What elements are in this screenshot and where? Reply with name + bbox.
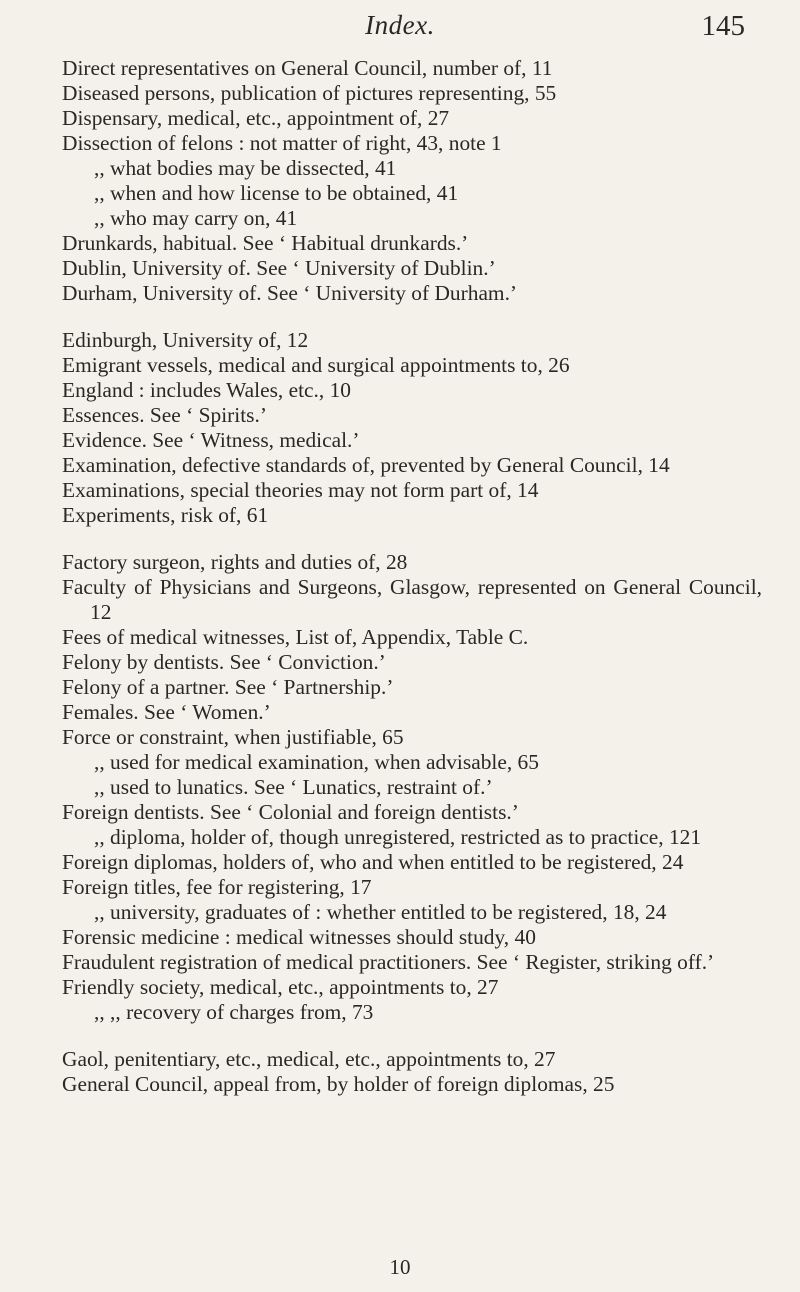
index-entry: Fraudulent registration of medical practitioners. See ‘ Register, striking off.’ bbox=[62, 950, 715, 974]
index-entry: Direct representatives on General Council, number of, 11 bbox=[62, 56, 553, 80]
index-entry: England : includes Wales, etc., 10 bbox=[62, 378, 351, 402]
index-entry: Faculty of Physicians and Surgeons, Glasgow, represented on General Council, 12 bbox=[62, 575, 762, 624]
index-entry: Drunkards, habitual. See ‘ Habitual drunkards.’ bbox=[62, 231, 469, 255]
index-entry: Females. See ‘ Women.’ bbox=[62, 700, 271, 724]
index-entry: Edinburgh, University of, 12 bbox=[62, 328, 309, 352]
index-subentry: ,, used for medical examination, when advisable, 65 bbox=[94, 750, 539, 774]
index-entry: Emigrant vessels, medical and surgical appointments to, 26 bbox=[62, 353, 570, 377]
index-entry: Durham, University of. See ‘ University of Durham.’ bbox=[62, 281, 518, 305]
index-subentry: ,, when and how license to be obtained, 41 bbox=[94, 181, 459, 205]
index-entry: Dispensary, medical, etc., appointment of, 27 bbox=[62, 106, 450, 130]
index-subentry: ,, ,, recovery of charges from, 73 bbox=[94, 1000, 374, 1024]
index-entry: Diseased persons, publication of pictures representing, 55 bbox=[62, 81, 557, 105]
index-subentry: ,, university, graduates of : whether entitled to be registered, 18, 24 bbox=[94, 900, 667, 924]
index-entry: Factory surgeon, rights and duties of, 28 bbox=[62, 550, 408, 574]
letter-gap bbox=[62, 306, 762, 328]
index-subentry: ,, who may carry on, 41 bbox=[94, 206, 298, 230]
letter-gap bbox=[62, 528, 762, 550]
index-entry: Examination, defective standards of, prevented by General Council, 14 bbox=[62, 453, 670, 477]
index-entry: Fees of medical witnesses, List of, Appendix, Table C. bbox=[62, 625, 529, 649]
index-entry: Force or constraint, when justifiable, 65 bbox=[62, 725, 404, 749]
index-entry: Felony by dentists. See ‘ Conviction.’ bbox=[62, 650, 386, 674]
index-entries bbox=[62, 56, 762, 1097]
page-header bbox=[0, 10, 800, 50]
index-entry: Forensic medicine : medical witnesses should study, 40 bbox=[62, 925, 536, 949]
index-entry: Experiments, risk of, 61 bbox=[62, 503, 269, 527]
index-entry: Evidence. See ‘ Witness, medical.’ bbox=[62, 428, 360, 452]
index-subentry: ,, diploma, holder of, though unregistered, restricted as to practice, 121 bbox=[94, 825, 702, 849]
index-subentry: ,, what bodies may be dissected, 41 bbox=[94, 156, 397, 180]
index-entry: Foreign dentists. See ‘ Colonial and foreign dentists.’ bbox=[62, 800, 519, 824]
letter-gap bbox=[62, 1025, 762, 1047]
page-number: 145 bbox=[701, 10, 745, 42]
index-entry: Essences. See ‘ Spirits.’ bbox=[62, 403, 267, 427]
index-entry: Examinations, special theories may not form part of, 14 bbox=[62, 478, 539, 502]
index-entry: Dissection of felons : not matter of right, 43, note 1 bbox=[62, 131, 502, 155]
index-entry: Dublin, University of. See ‘ University of Dublin.’ bbox=[62, 256, 496, 280]
index-entry: Foreign titles, fee for registering, 17 bbox=[62, 875, 372, 899]
index-entry: Gaol, penitentiary, etc., medical, etc., appointments to, 27 bbox=[62, 1047, 556, 1071]
index-entry: General Council, appeal from, by holder of foreign diplomas, 25 bbox=[62, 1072, 615, 1096]
index-entry: Friendly society, medical, etc., appointments to, 27 bbox=[62, 975, 499, 999]
index-entry: Felony of a partner. See ‘ Partnership.’ bbox=[62, 675, 394, 699]
index-subentry: ,, used to lunatics. See ‘ Lunatics, restraint of.’ bbox=[94, 775, 493, 799]
running-title: Index. bbox=[365, 10, 435, 40]
index-entry: Foreign diplomas, holders of, who and when entitled to be registered, 24 bbox=[62, 850, 684, 874]
signature-mark: 10 bbox=[389, 1255, 411, 1279]
